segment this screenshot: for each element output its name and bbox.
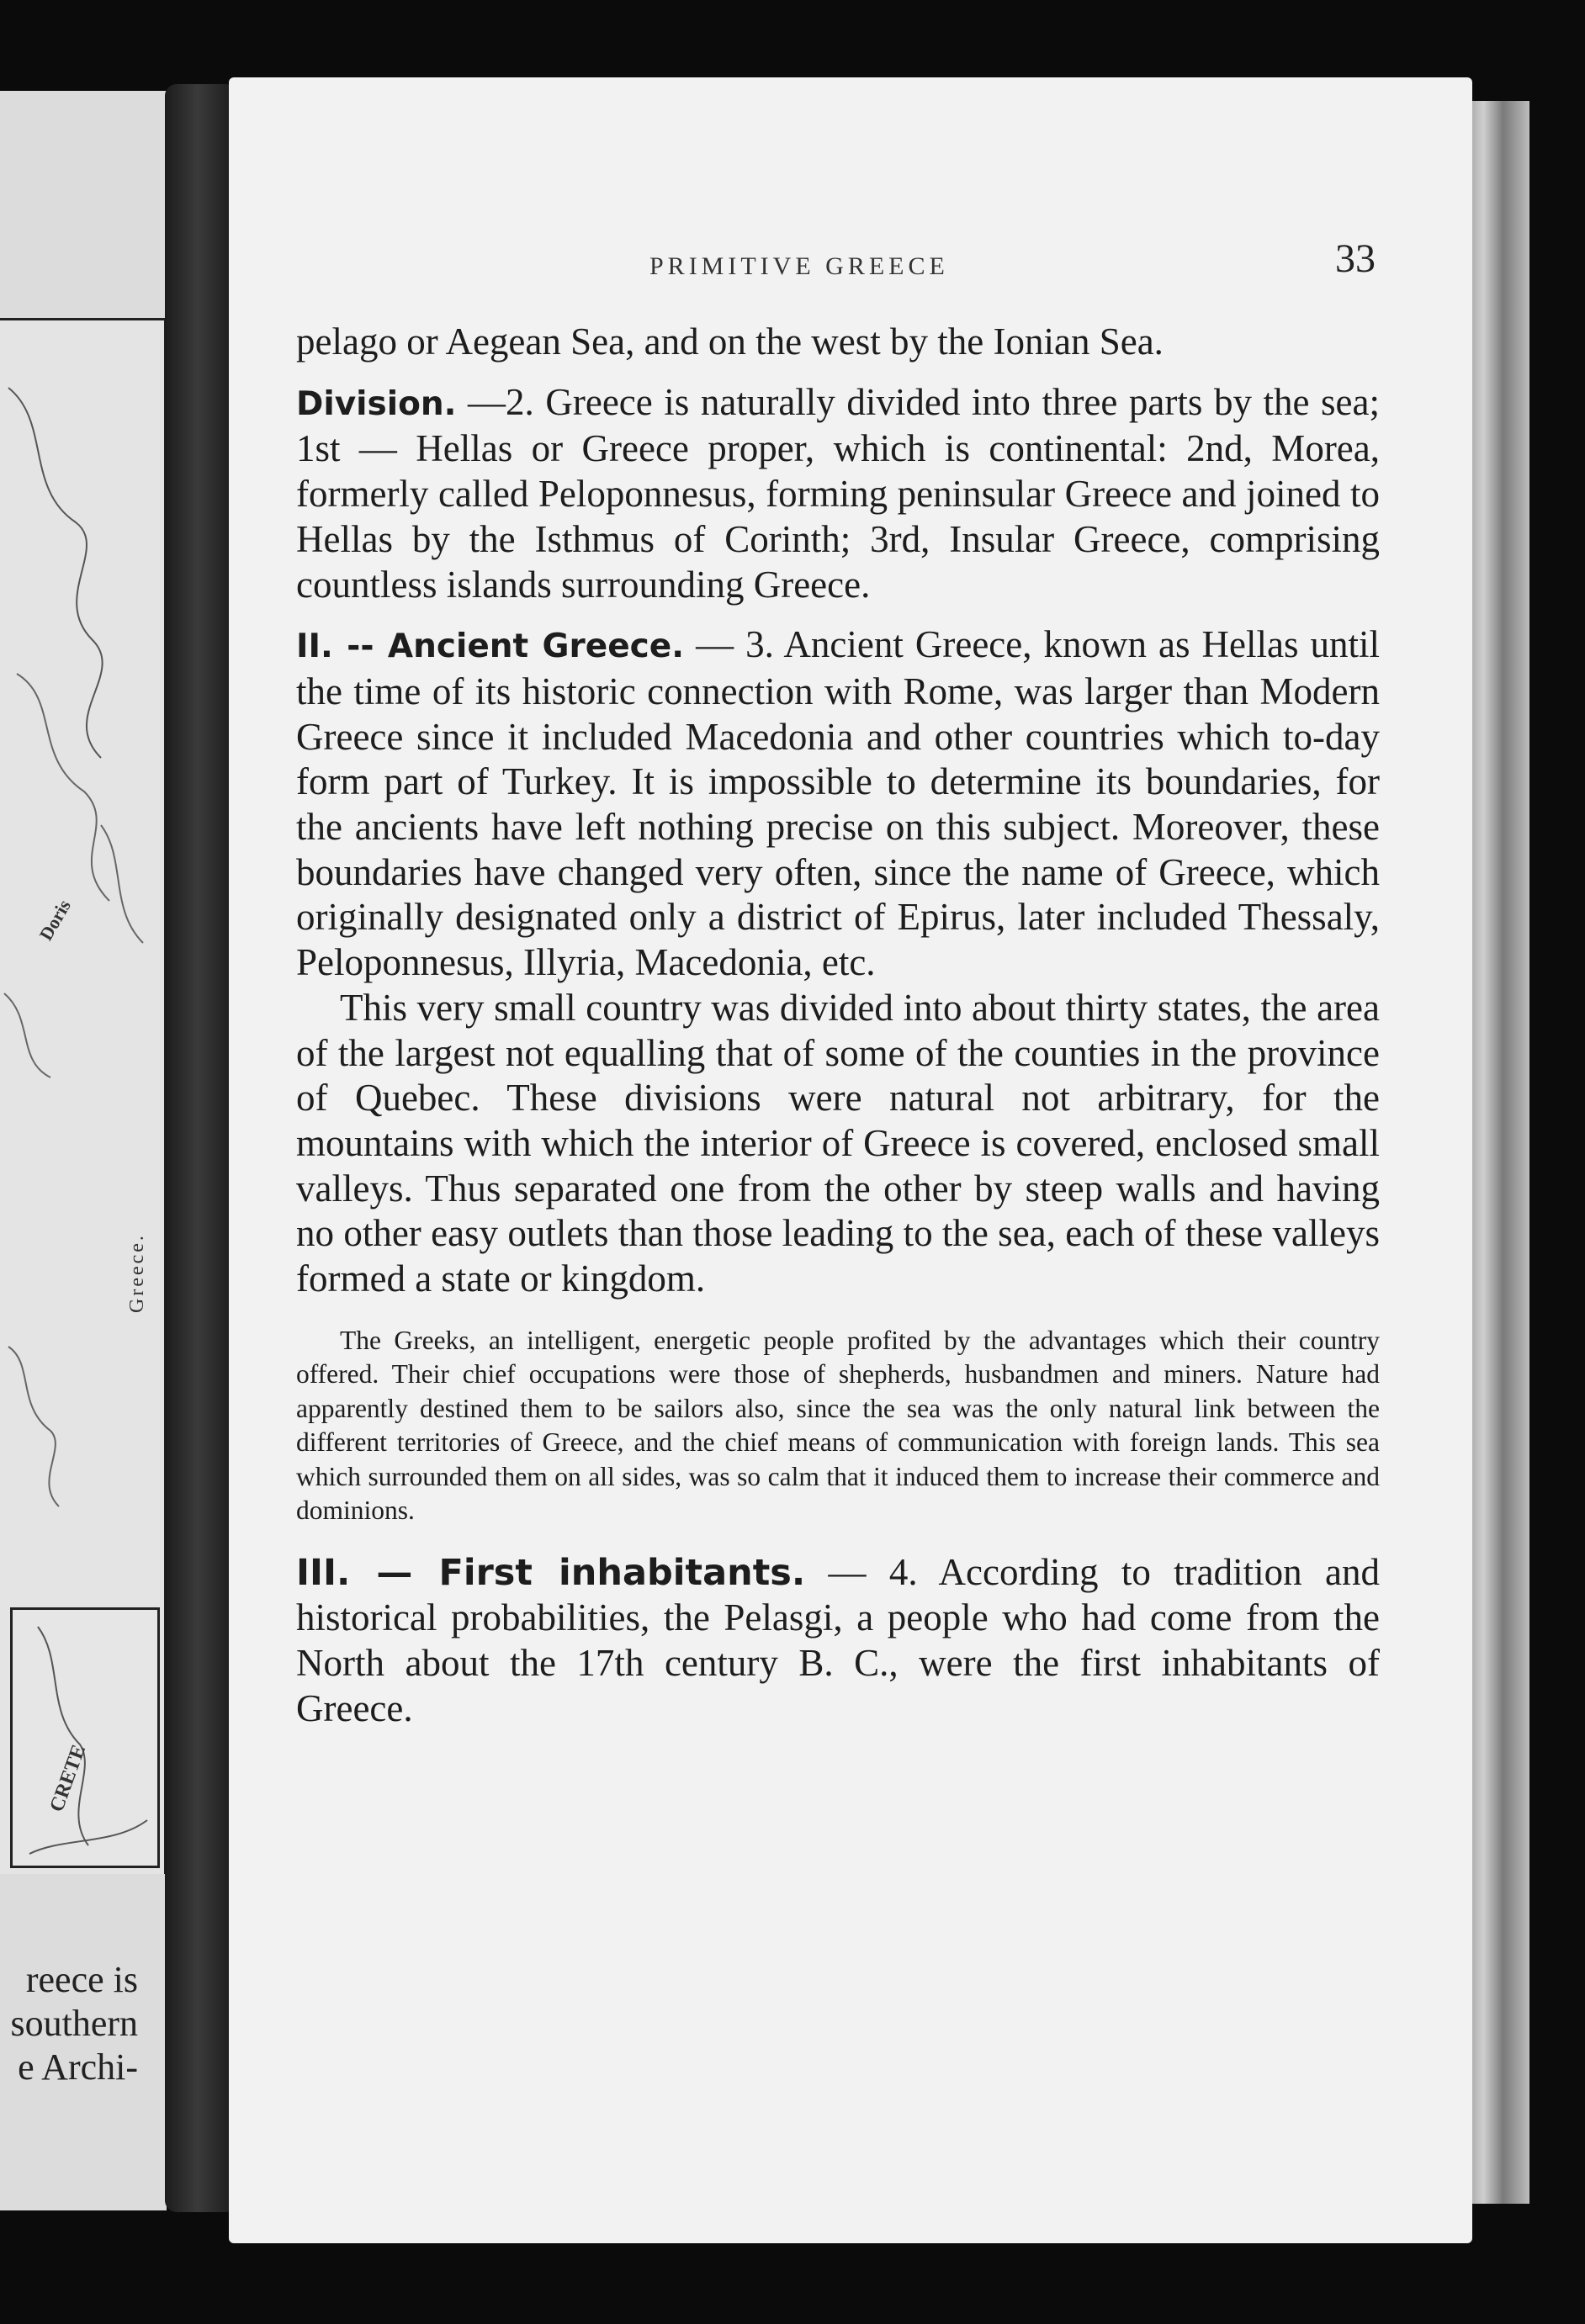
paragraph-first-inhabitants (296, 1550, 1380, 1732)
left-text-line: reece is (25, 1959, 138, 2000)
small-print-paragraph: The Greeks, an intelligent, energetic people profited by the advantages which their country offered. Their chief occupations were those of shepherds, husbandmen and miners. Nature had apparently destined them to be sailors also, since the sea was the only natural link between the different territories of Greece, and the chief means of communication with foreign lands. This sea which surrounded them on all sides, was so calm that it induced them to increase their commerce and dominions. (296, 1325, 1380, 1526)
page-number: 33 (1335, 236, 1376, 281)
map-label-doris: Doris (34, 896, 75, 945)
left-text-line: e Archi- (18, 2046, 138, 2088)
map-of-greece (0, 318, 167, 1874)
paragraph-ancient-greece (296, 622, 1380, 986)
left-text-line: southern (10, 2003, 138, 2044)
paragraph-text: — 4. According to tradition and historical probabilities, the Pelasgi, a people who had come from the North about the 17th century B. C., were the first inhabitants of Greece. (296, 1550, 1380, 1729)
left-page (0, 91, 167, 2210)
paragraph-continuation: pelago or Aegean Sea, and on the west by the Ionian Sea. (296, 320, 1164, 363)
page-body (296, 320, 1380, 1732)
paragraph-text: — 3. Ancient Greece, known as Hellas until the time of its historic connection with Rome, was larger than Modern Greece since it included Macedonia and other countries which to-day form part of Turkey. It is impossible to determine its boundaries, for the ancients have left nothing precise on this subject. Moreover, these boundaries have changed very often, since the name of Greece, which originally designated only a district of Epirus, later included Thessaly, Peloponnesus, Illyria, Macedonia, etc. (296, 623, 1381, 984)
map-label-greece: Greece. (126, 1233, 148, 1313)
book-spine (165, 84, 237, 2212)
paragraph-states: This very small country was divided into about thirty states, the area of the largest not equalling that of some of the counties in the province of Quebec. These divisions were natural not arbitrary, for the mountains with which the interior of Greece is covered, enclosed small valleys. Thus separated one from the other by steep walls and having no other easy outlets than those leading to the sea, each of these valleys formed a state or kingdom. (296, 986, 1380, 1300)
section-heading-division: Division. (296, 384, 457, 423)
paragraph-text: —2. Greece is naturally divided into three parts by the sea; 1st — Hellas or Greece proper, which is continental: 2nd, Morea, formerly called Peloponnesus, forming peninsular Greece and joined to Hellas by the Isthmus of Corinth; 3rd, Insular Greece, comprising countless islands surrounding Greece. (296, 380, 1380, 606)
crete-coastline (13, 1610, 157, 1866)
page-edges (1464, 101, 1529, 2204)
map-label-crete: CRETE (45, 1742, 91, 1815)
running-head: PRIMITIVE GREECE (649, 252, 949, 280)
section-heading-ancient-greece: II. -- Ancient Greece. (296, 627, 685, 666)
left-page-text (10, 1958, 138, 2089)
paragraph-division (296, 380, 1380, 608)
crete-inset-map (10, 1607, 160, 1868)
section-heading-first-inhabitants: III. — First inhabitants. (296, 1551, 806, 1594)
